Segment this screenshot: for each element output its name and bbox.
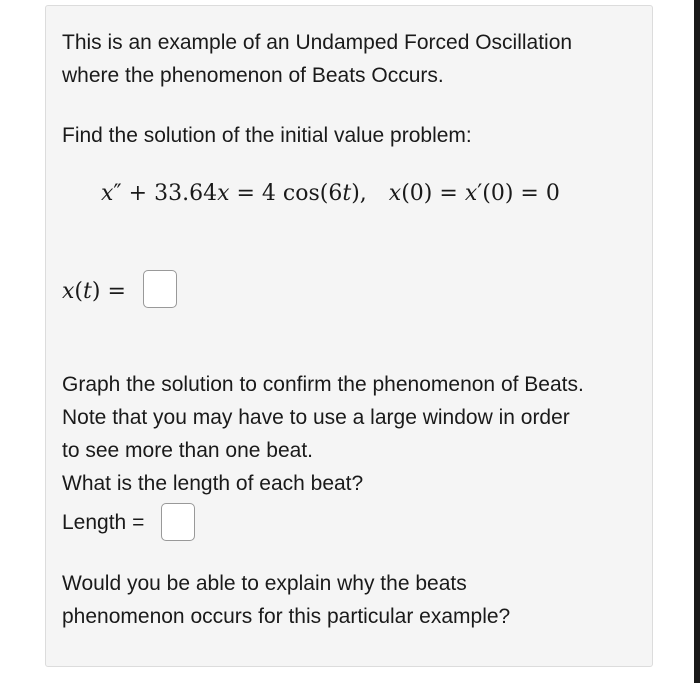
solution-arg: t xyxy=(83,279,92,304)
eq-var: x xyxy=(217,181,230,206)
eq-plus: + xyxy=(128,181,148,206)
intro-line-2: where the phenomenon of Beats Occurs. xyxy=(62,64,444,87)
solution-paren-close: ) xyxy=(91,279,101,304)
solution-paren-open: ( xyxy=(74,279,84,304)
length-label: Length = xyxy=(62,511,145,534)
differential-equation xyxy=(101,174,560,214)
ic-arg-1: (0) xyxy=(401,181,433,206)
eq-coefficient: 33.64 xyxy=(154,181,218,206)
eq-double-prime: ″ xyxy=(113,181,122,206)
ic-equals: = xyxy=(439,181,458,206)
graph-line-2: Note that you may have to use a large window in order xyxy=(62,406,570,429)
beat-question: What is the length of each beat? xyxy=(62,472,364,495)
eq-rhs-var: t xyxy=(342,181,352,206)
explain-line-1: Would you be able to explain why the beats xyxy=(62,572,467,595)
ic-var-1: x xyxy=(388,181,402,206)
ic-equals-2: = xyxy=(520,181,539,206)
eq-equals: = xyxy=(236,181,255,206)
eq-lhs-var: x xyxy=(101,181,114,206)
eq-rhs: 4 cos(6 xyxy=(261,181,343,206)
solution-answer-input[interactable] xyxy=(143,270,177,308)
intro-line-1: This is an example of an Undamped Forced Oscillation xyxy=(62,31,573,54)
window-edge xyxy=(694,0,700,683)
graph-line-1: Graph the solution to confirm the phenomenon of Beats. xyxy=(62,373,584,396)
ic-value: 0 xyxy=(545,181,560,206)
ic-prime: ′ xyxy=(477,181,483,206)
solution-label xyxy=(62,272,126,312)
solution-equals: = xyxy=(107,279,126,304)
ic-arg-2: (0) xyxy=(482,181,514,206)
eq-rhs-close: ), xyxy=(351,181,367,206)
solution-var: x xyxy=(62,279,75,304)
problem-card xyxy=(45,5,653,667)
ic-var-2: x xyxy=(464,181,478,206)
explain-line-2: phenomenon occurs for this particular example? xyxy=(62,605,511,628)
length-answer-input[interactable] xyxy=(161,503,195,541)
graph-line-3: to see more than one beat. xyxy=(62,439,314,462)
prompt-text: Find the solution of the initial value problem: xyxy=(62,124,472,147)
